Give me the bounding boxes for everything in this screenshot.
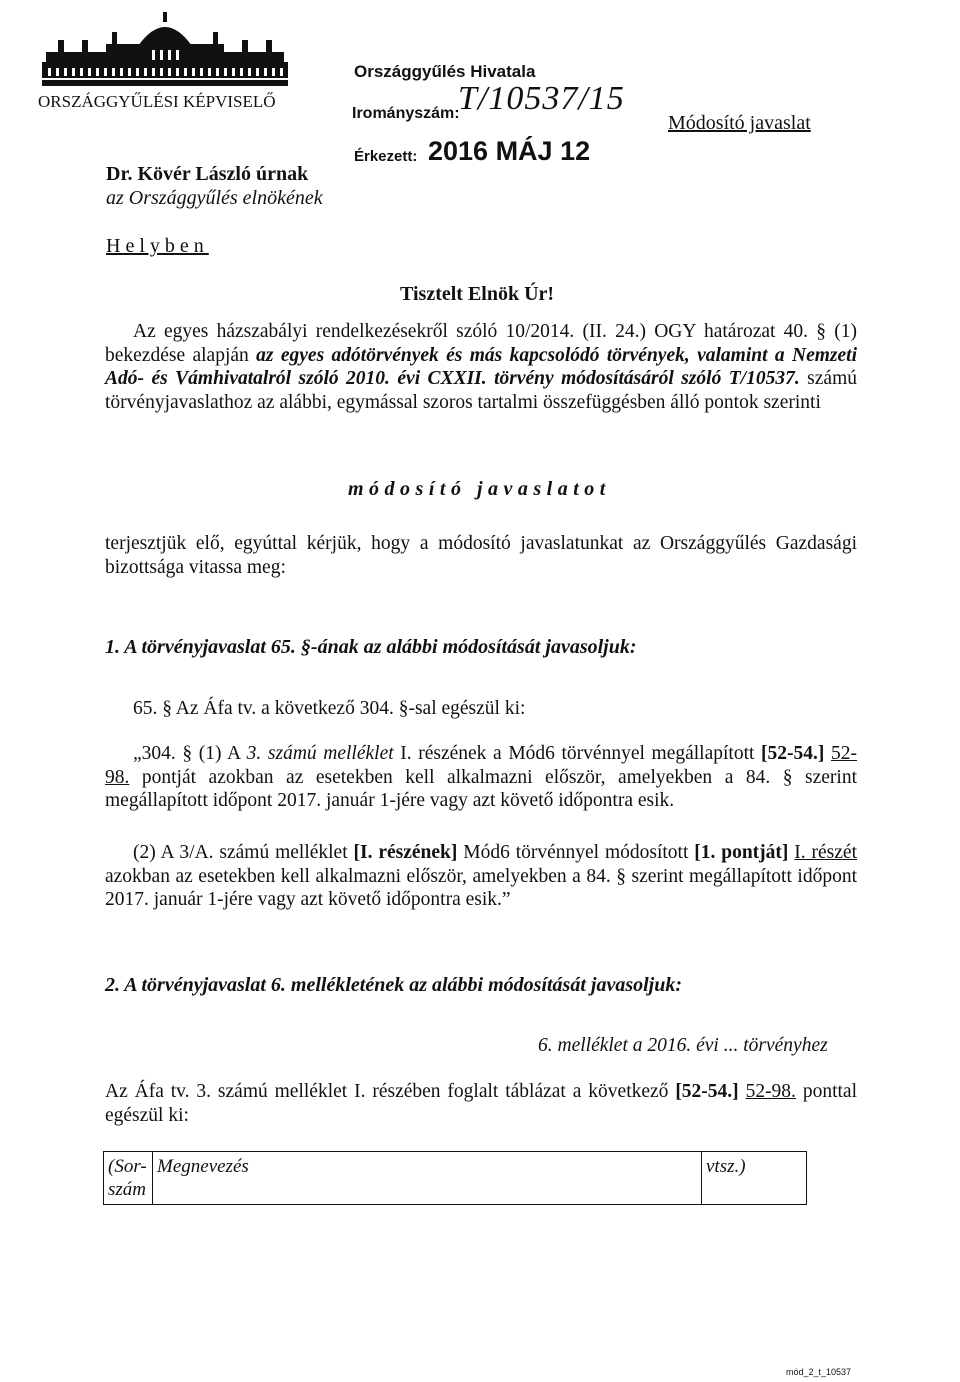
stamp-reg-label: Irományszám: [352, 105, 460, 122]
location: Helyben [106, 235, 209, 257]
pt2-space [739, 1081, 746, 1102]
addressee-title: az Országgyűlés elnökének [106, 187, 323, 209]
p2-deleted-2: [1. pontját] [694, 842, 789, 863]
p1-text-a: „304. § (1) A [133, 743, 247, 764]
salutation: Tisztelt Elnök Úr! [400, 283, 555, 305]
bill-title: az egyes adótörvények és más kapcsolódó törvények, valamint a Nemzeti Adó- és Vámhivatalról szóló 2010. évi CXXII. törvény módosításáról szóló T/10537. [105, 344, 857, 389]
p2-text-d: azokban az esetekben kell alkalmazni először, amelyekben a 84. § szerint megállapított időpont 2017. január 1-jére vagy azt követő időpontra esik.” [105, 865, 857, 910]
table-row [104, 1152, 807, 1205]
sender-label: ORSZÁGGYŰLÉSI KÉPVISELŐ [38, 92, 276, 111]
footer-code: mód_2_t_10537 [786, 1367, 852, 1377]
p1-deleted: [52-54.] [761, 743, 825, 764]
stamp-reg-handwritten: T/10537/15 [458, 80, 625, 117]
stamp-office: Országgyűlés Hivatala [354, 62, 536, 81]
pt2-text-a: Az Áfa tv. 3. számú melléklet I. részében foglalt táblázat a következő [105, 1081, 676, 1102]
table-header-vtsz: vtsz.) [702, 1152, 807, 1205]
p2-text-a: (2) A 3/A. számú melléklet [133, 842, 354, 863]
p1-text-b: I. részének a Mód6 törvénnyel megállapított [393, 743, 762, 764]
stamp-received-label: Érkezett: [354, 148, 418, 165]
intro-text-1: Az egyes házszabályi rendelkezésekről szóló 10/2014. (II. 24.) OGY határozat 40. § (1) bekezdése alapján [105, 321, 857, 366]
pt2-deleted: [52-54.] [675, 1081, 739, 1102]
point2-text [105, 1080, 857, 1127]
modosito-javaslatot-heading: módosító javaslatot [348, 478, 611, 500]
point1-para2 [105, 841, 857, 912]
point1-line: 65. § Az Áfa tv. a következő 304. §-sal egészül ki: [133, 698, 526, 719]
submit-paragraph: terjesztjük elő, egyúttal kérjük, hogy a módosító javaslatunkat az Országgyűlés Gazdasági bizottsága vitassa meg: [105, 533, 857, 578]
table-header-sorszam: (Sor-szám [104, 1152, 153, 1205]
point2-heading-visible: 2. A törvényjavaslat 6. mellékletének az alábbi módosítását javasoljuk: [105, 974, 683, 996]
p1-annex-ref: 3. számú melléklet [246, 743, 394, 764]
doc-type: Módosító javaslat [668, 112, 811, 134]
point1-heading: 1. A törvényjavaslat 65. §-ának az alábbi módosítását javasoljuk: [105, 636, 637, 658]
p2-inserted: I. részét [794, 842, 857, 863]
stamp-received-date: 2016 MÁJ 12 [428, 136, 591, 166]
p2-text-b: Mód6 törvénnyel módosított [457, 842, 695, 863]
intro-paragraph [105, 320, 857, 414]
annex-title-visible: 6. melléklet a 2016. évi ... törvényhez [538, 1035, 828, 1056]
parliament-logo [42, 12, 288, 88]
pt2-inserted: 52-98. [745, 1081, 796, 1102]
point1-para1 [105, 742, 857, 813]
table-header-megnevezes: Megnevezés [153, 1152, 702, 1205]
p2-deleted-1: [I. részének] [353, 842, 458, 863]
pt2-text-c: ponttal egészül ki: [105, 1081, 857, 1126]
annex-table [103, 1151, 807, 1205]
p1-text-d: pontját azokban az esetekben kell alkalmazni először, amelyekben a 84. § szerint megállapított időpont 2017. január 1-jére vagy azt követő időpontra esik. [105, 766, 857, 811]
intro-text-2: számú törvényjavaslathoz az alábbi, egymással szoros tartalmi összefüggésben álló pontok szerinti [105, 368, 857, 413]
addressee-name: Dr. Kövér László úrnak [106, 163, 309, 185]
p1-inserted: 52-98. [105, 743, 858, 788]
